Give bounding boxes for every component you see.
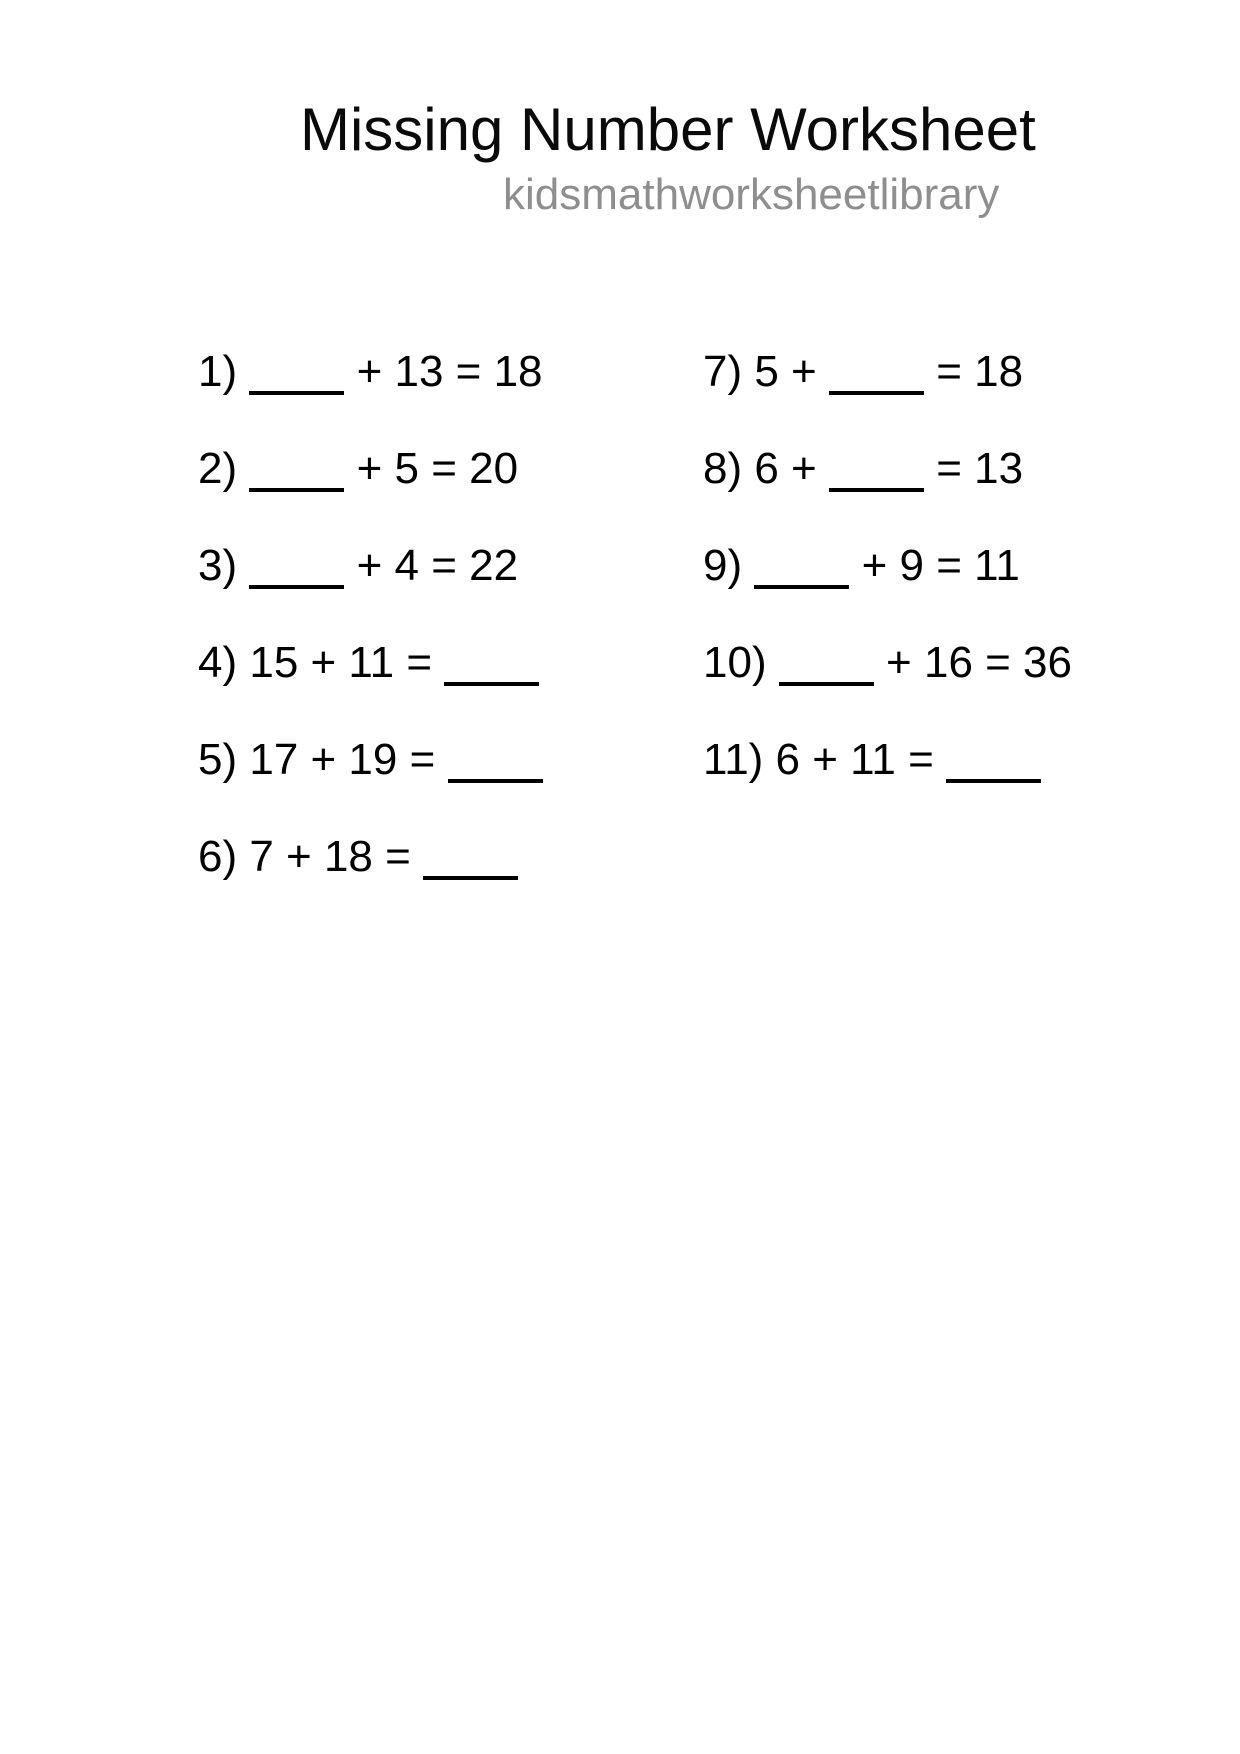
answer-blank: [779, 682, 874, 686]
problem-text: 10): [703, 638, 779, 687]
problem-row: [198, 711, 543, 808]
problem-text: 1): [198, 347, 250, 396]
problem-row: [703, 711, 1072, 808]
answer-blank: [249, 488, 344, 492]
problem-text: 9): [703, 541, 755, 590]
problem-row: [198, 323, 543, 420]
problem-row: [198, 808, 543, 905]
problem-text: 6) 7 + 18 =: [198, 832, 424, 881]
problem-text: 3): [198, 541, 250, 590]
problem-text: 8) 6 +: [703, 444, 829, 493]
problems-column-right: [703, 323, 1072, 808]
answer-blank: [829, 488, 924, 492]
problem-row: [198, 614, 543, 711]
problem-text: = 13: [923, 444, 1024, 493]
problem-text: + 5 = 20: [344, 444, 519, 493]
problem-row: [703, 517, 1072, 614]
answer-blank: [754, 585, 849, 589]
problem-row: [198, 517, 543, 614]
problem-text: 2): [198, 444, 250, 493]
answer-blank: [946, 779, 1041, 783]
answer-blank: [448, 779, 543, 783]
answer-blank: [829, 391, 924, 395]
worksheet-title: Missing Number Worksheet: [300, 96, 1036, 163]
problem-text: 4) 15 + 11 =: [198, 638, 445, 687]
problem-text: 5) 17 + 19 =: [198, 735, 448, 784]
problem-text: + 13 = 18: [344, 347, 543, 396]
answer-blank: [249, 585, 344, 589]
worksheet-subtitle: kidsmathworksheetlibrary: [503, 170, 1000, 219]
problem-text: 7) 5 +: [703, 347, 829, 396]
problem-text: 11) 6 + 11 =: [703, 735, 946, 784]
problem-row: [198, 420, 543, 517]
problem-row: [703, 614, 1072, 711]
answer-blank: [444, 682, 539, 686]
problem-text: + 9 = 11: [849, 541, 1020, 590]
problem-row: [703, 323, 1072, 420]
problem-text: = 18: [923, 347, 1024, 396]
problem-text: + 4 = 22: [344, 541, 519, 590]
problem-row: [703, 420, 1072, 517]
problems-column-left: [198, 323, 543, 905]
problem-text: + 16 = 36: [873, 638, 1072, 687]
answer-blank: [423, 876, 518, 880]
answer-blank: [249, 391, 344, 395]
